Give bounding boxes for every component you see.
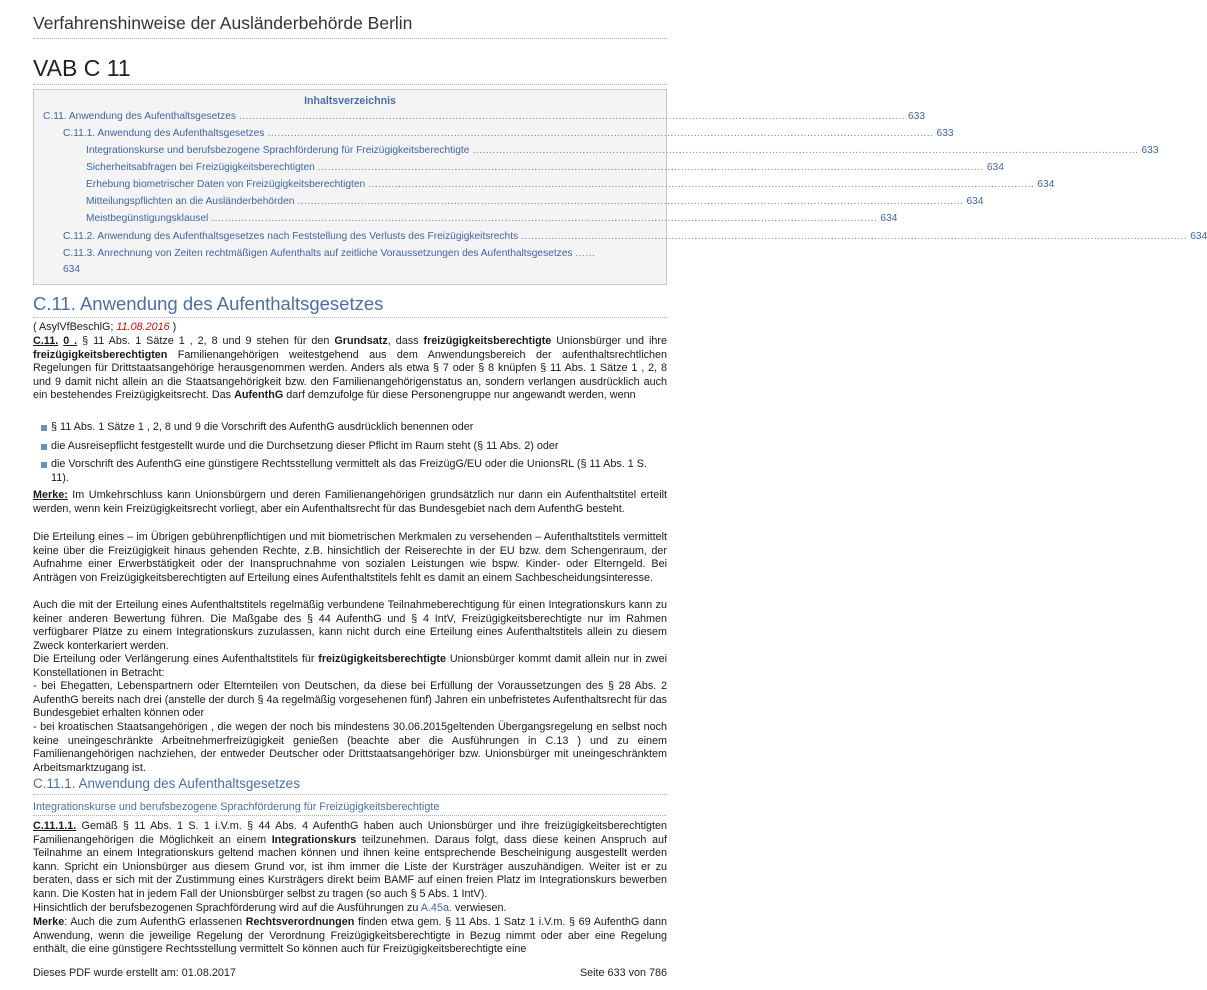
list-item-text: § 11 Abs. 1 Sätze 1 , 2, 8 und 9 die Vorschrift des AufenthG ausdrücklich benennen oder xyxy=(51,421,474,433)
text-run: verwiesen. xyxy=(451,902,507,914)
list-item-text: die Ausreisepflicht festgestellt wurde und die Durchsetzung dieser Pflicht im Raum steht (§ 11 Abs. 2) oder xyxy=(51,439,559,452)
footer-page-number: Seite 633 von 786 xyxy=(579,967,667,979)
toc-entry-page[interactable]: 634 xyxy=(966,196,984,207)
page-footer xyxy=(33,967,667,981)
text-run: : Auch die zum AufenthG erlassenen xyxy=(64,916,246,928)
header-title: Verfahrenshinweise der Ausländerbehörde Berlin xyxy=(33,13,413,33)
toc-entry[interactable] xyxy=(63,128,954,142)
source-suffix: ) xyxy=(169,321,177,333)
text-run: teilzunehmen. Daraus folgt, dass diese keinen Anspruch auf Teilnahme an einem Integrationskurs geltend machen können und ihnen keine entsprechende Bescheinigung ausgestellt werden kann. Spricht ein Unionsbürger aus diesem Grund vor, ist ihm immer die Liste der Kursträger auszuhändigen. Weiter ist er zu beraten, dass er sich mit der Zustimmung eines Kursträgers direkt beim BAMF auf einen freien Platz im Integrationskurs bewerben kann. Die Kosten hat in jedem Fall der Unionsbürger selbst zu tragen (so auch § 5 Abs. 1 IntV). xyxy=(33,833,667,900)
footer-created-date: Dieses PDF wurde erstellt am: 01.08.2017 xyxy=(33,967,236,979)
toc-entry[interactable] xyxy=(63,248,659,262)
paragraph-sprachfoerderung xyxy=(33,902,667,916)
bold-run: AufenthG xyxy=(234,389,284,402)
paragraph-ehegatten: - bei Ehegatten, Lebenspartnern oder Elternteilen von Deutschen, da diese bei Erfüllung der Voraussetzungen des § 28 Abs. 2 AufenthG bereits nach drei (anstelle der durch § 4a regelmäßig vorgesehenen fünf) Jahren ein unbefristetes Aufenthaltsrecht für das Bundesgebiet erhalten können oder xyxy=(33,680,667,720)
bullet-square-icon xyxy=(41,425,47,431)
toc-entry[interactable] xyxy=(43,111,926,125)
paragraph-number: C.11.1.1. xyxy=(33,820,77,832)
bold-run: Rechtsverordnungen xyxy=(245,916,355,928)
toc-heading: Inhaltsverzeichnis xyxy=(304,95,396,107)
bold-run: Integrationskurs xyxy=(271,833,357,846)
section-heading: C.11. Anwendung des Aufenthaltsgesetzes xyxy=(33,293,667,318)
toc-entry-page[interactable]: 634 xyxy=(880,213,898,224)
bullet-square-icon xyxy=(41,462,47,468)
condition-list xyxy=(41,421,667,489)
toc-entry-label[interactable]: C.11. Anwendung des Aufenthaltsgesetzes xyxy=(43,111,236,122)
text-run: finden etwa gem. § 11 Abs. 1 Satz 1 i.V.m. § 69 AufenthG dann Anwendung, wenn die jeweilige Regelung der Verordnung Freizügigkeitsberechtigte in Bezug nimmt oder aber eine Regelung enthält, die eine günstigere Rechtsstellung vermittelt So können auch für Freizügigkeitsberechtigte eine xyxy=(33,916,667,956)
paragraph-integrationskurs: Auch die mit der Erteilung eines Aufenthaltstitels regelmäßig verbundene Teilnahmeberechtigung für einen Integrationskurs kann zu keiner anderen Bewertung führen. Die Maßgabe des § 44 AufenthG und § 4 IntV, Freizügigkeitsberechtigte nur im Rahmen verfügbarer Plätze zu einem Integrationskurs zuzulassen, kann nicht durch eine Erteilung eines Aufenthaltstitels allein zu diesem Zweck konterkariert werden. xyxy=(33,599,667,652)
text-run: § 11 Abs. 1 Sätze 1 , 2, 8 und 9 stehen für den xyxy=(77,335,335,347)
toc-leader: ........................................................................................................................................................................................................ xyxy=(297,196,964,207)
toc-entry-label[interactable]: C.11.3. Anrechnung von Zeiten rechtmäßigen Aufenthalts auf zeitliche Voraussetzungen des Aufenthaltsgesetzes xyxy=(63,248,573,259)
text-run: Gemäß § 11 Abs. 1 S. 1 i.V.m. § 44 Abs. 4 AufenthG haben auch Unionsbürger und ihre freizügigkeitsberechtigten Familienangehörigen die Möglichkeit an einem xyxy=(33,820,667,846)
toc-entry-label[interactable]: Integrationskurse und berufsbezogene Sprachförderung für Freizügigkeitsberechtigte xyxy=(86,145,470,156)
toc-entry[interactable] xyxy=(86,196,984,210)
reference-link-a45a[interactable]: A.45a. xyxy=(420,902,452,914)
bold-run: Grundsatz xyxy=(334,335,388,347)
text-run: Die Erteilung oder Verlängerung eines Aufenthaltstitels für xyxy=(33,653,319,665)
text-run: Unionsbürger kommt damit allein nur in zwei Konstellationen in Betracht: xyxy=(33,653,667,679)
toc-entry-page[interactable]: 634 xyxy=(63,264,80,275)
toc-entry[interactable] xyxy=(63,231,1207,245)
toc-entry-label[interactable]: C.11.1. Anwendung des Aufenthaltsgesetzes xyxy=(63,128,265,139)
subsection-heading: C.11.1. Anwendung des Aufenthaltsgesetzes xyxy=(33,776,667,795)
toc-entry-label[interactable]: Meistbegünstigungsklausel xyxy=(86,213,209,224)
toc-entry-label[interactable]: Erhebung biometrischer Daten von Freizügigkeitsberechtigten xyxy=(86,179,366,190)
table-of-contents xyxy=(33,89,1207,285)
paragraph-c11-0 xyxy=(33,335,667,403)
toc-entry[interactable] xyxy=(86,213,898,227)
bold-run: freizügigkeitsberechtigten xyxy=(33,348,168,361)
bold-run: freizügigkeitsberechtigte xyxy=(423,335,552,347)
paragraph-merke-verordnungen xyxy=(33,916,667,957)
source-prefix: ( AsylVfBeschlG; xyxy=(33,321,117,333)
paragraph-konstellationen xyxy=(33,653,667,680)
source-date: 11.08.2016 xyxy=(116,321,170,333)
list-item xyxy=(41,421,667,435)
toc-entry-page[interactable]: 633 xyxy=(908,111,926,122)
text-run: darf demzufolge für diese Personengruppe nur angewandt werden, wenn xyxy=(283,389,636,402)
toc-leader: ...... xyxy=(575,248,596,259)
toc-entry-page[interactable]: 634 xyxy=(1037,179,1055,190)
paragraph-c11-1-1 xyxy=(33,820,667,902)
merke-label: Merke: xyxy=(33,489,68,501)
toc-entry-label[interactable]: C.11.2. Anwendung des Aufenthaltsgesetzes nach Feststellung des Verlusts des Freizügigkeitsrechts xyxy=(63,231,519,242)
toc-entry-page[interactable]: 633 xyxy=(936,128,954,139)
toc-entry[interactable] xyxy=(86,145,1159,159)
bullet-square-icon xyxy=(41,444,47,450)
pdf-page xyxy=(33,0,1207,990)
toc-leader: ........................................................................................................................................................................................................ xyxy=(211,213,878,224)
merke-label: Merke xyxy=(33,916,65,928)
toc-entry-page-wrapped[interactable] xyxy=(63,264,103,278)
paragraph-merke xyxy=(33,489,667,516)
toc-entry-page[interactable]: 634 xyxy=(986,162,1004,173)
text-run: Unionsbürger und ihre xyxy=(551,335,667,347)
paragraph-kroatien: - bei kroatischen Staatsangehörigen , die wegen der noch bis mindestens 30.06.2015geltenden Übergangsregelung en selbst noch keine uneingeschränkte Arbeitnehmerfreizügigkeit genießen (beachte aber die Ausführungen in C.13 ) und zu einem Familienangehörigen nachziehen, der entweder Deutscher oder Drittstaatsangehöriger bzw. Unionsbürger mit uneingeschränktem Arbeitsmarktzugang ist. xyxy=(33,721,667,774)
toc-leader: ........................................................................................................................................................................................................ xyxy=(521,231,1188,242)
page-header xyxy=(33,13,667,39)
toc-entry-page[interactable]: 634 xyxy=(1190,231,1207,242)
toc-entry-label[interactable]: Sicherheitsabfragen bei Freizügigkeitsberechtigten xyxy=(86,162,315,173)
toc-entry-page[interactable]: 633 xyxy=(1141,145,1159,156)
section-source xyxy=(33,321,667,335)
text-run: Hinsichtlich der berufsbezogenen Sprachförderung wird auf die Ausführungen zu xyxy=(33,902,421,914)
document-title: VAB C 11 xyxy=(33,55,667,85)
bold-run: freizügigkeitsberechtigte xyxy=(318,653,447,665)
text-run: , dass xyxy=(387,335,424,347)
toc-leader: ........................................................................................................................................................................................................ xyxy=(317,162,984,173)
paragraph-number: C.11. xyxy=(33,335,59,347)
list-item-text: die Vorschrift des AufenthG eine günstigere Rechtsstellung vermittelt als das FreizügG/EU oder die UnionsRL (§ 11 Abs. 1 S. 11). xyxy=(51,458,647,484)
paragraph-subnumber: 0 . xyxy=(63,335,78,347)
subsubsection-heading: Integrationskurse und berufsbezogene Sprachförderung für Freizügigkeitsberechtigte xyxy=(33,801,667,816)
toc-leader: ........................................................................................................................................................................................................ xyxy=(472,145,1139,156)
toc-entry[interactable] xyxy=(86,179,1055,193)
toc-entry[interactable] xyxy=(86,162,1004,176)
toc-leader: ........................................................................................................................................................................................................ xyxy=(368,179,1035,190)
text-run: Familienangehörigen weitestgehend aus dem Anwendungsbereich der aufenthaltsrechtlichen Regelungen für Drittstaatsangehörige herausgenommen werden. Anders als etwa § 7 oder § 8 knüpfen § 11 Abs. 1 Sätze 1 , 2, 8 und 9 damit nicht allein an die Staatsangehörigkeit bzw. den Familienangehörigenstatus an, sondern verlangen ausdrücklich auch ein bestehendes Freizügigkeitsrecht. Das xyxy=(33,348,667,402)
paragraph-erteilung: Die Erteilung eines – im Übrigen gebührenpflichtigen und mit biometrischen Merkmalen zu versehenden – Aufenthaltstitels vermittelt keine über die Freizügigkeit hinaus gehenden Rechte, z.B. hinsichtlich der Reiserechte in der EU bzw. dem Schengenraum, der Aufnahme einer Erwerbstätigkeit oder der Inanspruchnahme von sozialen Leistungen wie bspw. Kinder- oder Elterngeld. Bei Anträgen von Freizügigkeitsberechtigten auf Erteilung eines Aufenthaltstitels fehlt es damit an einem Sachbescheidungsinteresse. xyxy=(33,531,667,584)
list-item xyxy=(41,440,667,454)
toc-leader: ........................................................................................................................................................................................................ xyxy=(238,111,906,122)
list-item xyxy=(41,458,667,485)
text-run: Im Umkehrschluss kann Unionsbürgern und deren Familienangehörigen grundsätzlich nur dann ein Aufenthaltstitel erteilt werden, wenn kein Freizügigkeitsrecht vorliegt, aber ein Aufenthaltsrecht für das Bundesgebiet nach dem AufenthG besteht. xyxy=(33,489,667,515)
toc-entry-label[interactable]: Mitteilungspflichten an die Ausländerbehörden xyxy=(86,196,295,207)
toc-leader: ........................................................................................................................................................................................................ xyxy=(267,128,934,139)
